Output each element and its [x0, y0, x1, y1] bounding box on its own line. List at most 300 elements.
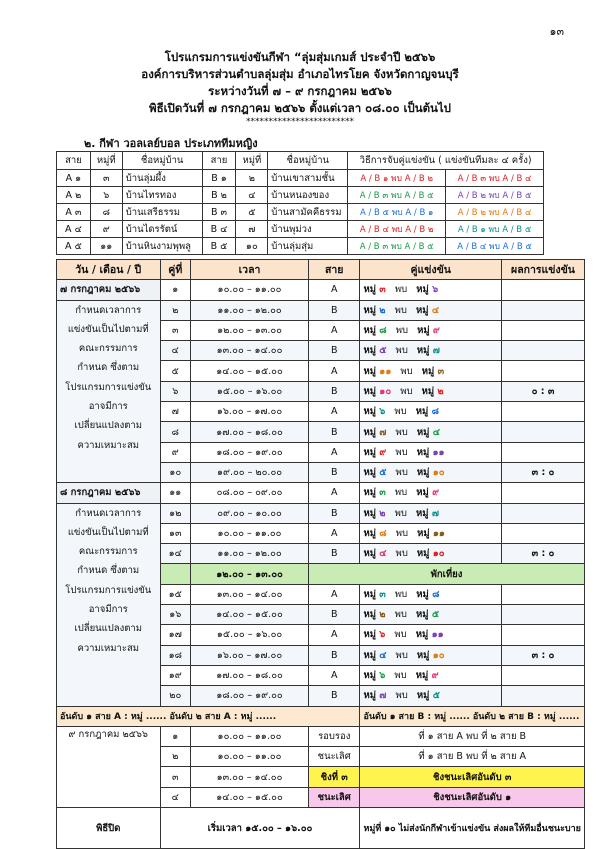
moo-label: หมู่: [421, 385, 438, 397]
pairing-round-1: A / B ๓ พบ A / B ๕: [348, 238, 446, 255]
match-pair: [360, 686, 502, 706]
match-result: [502, 341, 585, 361]
closing-time: เริ่มเวลา ๑๕.๐๐ – ๑๖.๐๐: [160, 808, 360, 849]
moo-label: หมู่: [363, 507, 380, 519]
moo-label: หมู่: [363, 304, 380, 316]
match-row: [57, 300, 585, 320]
match-pair: [360, 442, 502, 462]
th-pair: คู่ที่: [160, 260, 191, 280]
final-row: [57, 726, 585, 746]
th-moo-b: หมู่ที่: [236, 152, 268, 170]
moo-label: หมู่: [416, 467, 433, 479]
pairing-round-1: A / B ๑ พบ A / B ๒: [348, 170, 446, 187]
match-number: ๑๕: [160, 584, 191, 604]
group-b-label: B ๒: [202, 187, 236, 204]
match-time: ๑๖.๐๐ – ๑๗.๐๐: [191, 645, 309, 665]
team-away: ๕: [432, 690, 440, 702]
match-row: [57, 280, 585, 300]
match-time: ๑๔.๐๐ – ๑๕.๐๐: [191, 605, 309, 625]
team-away: ๘: [432, 588, 440, 600]
team-home: ๓: [379, 588, 386, 600]
group-a-village: บ้านลุ่มผึ้ง: [122, 170, 202, 187]
moo-label: หมู่: [416, 649, 433, 661]
th-line: สาย: [308, 260, 359, 280]
match-result: [502, 605, 585, 625]
note-line: เปลี่ยนแปลงตาม: [74, 420, 143, 432]
moo-label: หมู่: [416, 690, 433, 702]
match-number: ๑๙: [160, 665, 191, 685]
match-line: B: [308, 462, 359, 482]
pairing-round-2: A / B ๒ พบ A / B ๔: [446, 204, 544, 221]
match-number: ๑๖: [160, 605, 191, 625]
group-b-village: บ้านพุม่วง: [268, 221, 348, 238]
group-b-village: บ้านลุ่มสุ่ม: [268, 238, 348, 255]
final-time: ๑๓.๐๐ – ๑๔.๐๐: [191, 767, 309, 787]
match-result: [502, 584, 585, 604]
final-desc: ชิงชนะเลิศอันดับ ๓: [360, 767, 585, 787]
moo-label: หมู่: [363, 487, 380, 499]
group-a-village: บ้านหินงามพุพลู: [122, 238, 202, 255]
team-home: ๕: [379, 345, 387, 357]
match-pair: [360, 361, 502, 381]
note-line: กำหนดเวลาการ: [75, 507, 142, 519]
match-pair: [360, 665, 502, 685]
group-b-moo: ๗: [236, 221, 268, 238]
moo-label: หมู่: [363, 325, 380, 337]
th-moo-a: หมู่ที่: [90, 152, 122, 170]
note-line: ความเหมาะสม: [77, 642, 140, 654]
th-result: ผลการแข่งขัน: [502, 260, 585, 280]
closing-row: [57, 808, 585, 849]
match-result: [502, 503, 585, 523]
vs-label: พบ: [386, 426, 417, 438]
match-pair: [360, 422, 502, 442]
group-b-moo: ๔: [236, 187, 268, 204]
moo-label: หมู่: [415, 507, 432, 519]
ranking-line-b: อันดับ ๑ สาย B : หมู่ ...... อันดับ ๒ สาย B : หมู่ ......: [360, 706, 585, 726]
match-line: A: [308, 523, 359, 543]
group-b-moo: ๑๐: [236, 238, 268, 255]
group-b-label: B ๓: [202, 204, 236, 221]
match-pair: [360, 503, 502, 523]
match-time: ๑๒.๐๐ – ๑๓.๐๐: [191, 320, 309, 340]
note-line: แข่งขันเป็นไปตามที่: [67, 323, 149, 335]
moo-label: หมู่: [363, 406, 380, 418]
moo-label: หมู่: [416, 548, 433, 560]
match-result: ๓ : ๐: [502, 462, 585, 482]
th-line-a: สาย: [57, 152, 91, 170]
match-number: ๙: [160, 442, 191, 462]
match-number: ๑๒: [160, 503, 191, 523]
match-time: ๑๘.๐๐ – ๑๙.๐๐: [191, 686, 309, 706]
vs-label: พบ: [391, 365, 422, 377]
final-desc: ชิงชนะเลิศอันดับ ๑: [360, 787, 585, 807]
note-line: อาจมีการ: [88, 401, 128, 413]
match-number: ๖: [160, 381, 191, 401]
final-number: ๒: [160, 747, 191, 767]
match-time: ๑๓.๐๐ – ๑๔.๐๐: [191, 341, 309, 361]
note-line: โปรแกรมการแข่งขัน: [65, 584, 152, 596]
match-pair: [360, 625, 502, 645]
team-away: ๔: [432, 426, 440, 438]
vs-label: พบ: [385, 406, 416, 418]
match-result: [502, 686, 585, 706]
team-away: ๑๑: [431, 629, 444, 641]
moo-label: หมู่: [417, 325, 433, 337]
vs-label: พบ: [385, 284, 417, 296]
match-pair: [360, 341, 502, 361]
match-pair: [360, 584, 502, 604]
ranking-line-a: อันดับ ๑ สาย A : หมู่ ...... อันดับ ๒ สาย A : หมู่ ......: [57, 706, 360, 726]
note-line: เปลี่ยนแปลงตาม: [74, 623, 143, 635]
moo-label: หมู่: [363, 528, 380, 539]
match-line: B: [308, 686, 359, 706]
match-result: ๓ : ๐: [502, 645, 585, 665]
team-home: ๖: [379, 629, 386, 641]
match-result: [502, 483, 585, 503]
match-line: A: [308, 320, 359, 340]
moo-label: หมู่: [363, 690, 380, 702]
match-pair: [360, 483, 502, 503]
th-line-b: สาย: [202, 152, 236, 170]
group-a-village: บ้านไทรทอง: [122, 187, 202, 204]
team-home: ๘: [379, 325, 387, 337]
match-date: ๘ กรกฎาคม ๒๕๖๖: [57, 483, 161, 503]
team-away: ๙: [432, 487, 440, 499]
match-time: ๑๓.๐๐ – ๑๔.๐๐: [191, 584, 309, 604]
vs-label: พบ: [391, 385, 422, 397]
final-kind: ชนะเลิศ: [308, 787, 359, 807]
moo-label: หมู่: [363, 588, 380, 600]
moo-label: หมู่: [416, 426, 433, 438]
team-away: ๑๑: [432, 446, 445, 458]
team-away: ๓: [437, 365, 445, 377]
ranking-row: [57, 706, 585, 726]
match-line: A: [308, 584, 359, 604]
match-line: A: [308, 280, 359, 300]
team-home: ๑๐: [379, 385, 392, 397]
match-number: ๒: [160, 300, 191, 320]
team-away: ๗: [432, 345, 440, 357]
th-time: เวลา: [191, 260, 309, 280]
match-number: ๑: [160, 280, 191, 300]
final-desc: ที่ ๑ สาย A พบ ที่ ๒ สาย B: [360, 726, 585, 746]
header-line-2: องค์การบริหารส่วนตำบลลุ่มสุ่ม อำเภอไทรโยค จังหวัดกาญจนบุรี: [141, 67, 459, 81]
moo-label: หมู่: [421, 365, 438, 377]
match-number: ๑๘: [160, 645, 191, 665]
moo-label: หมู่: [415, 670, 432, 682]
pairing-round-1: A / B ๕ พบ A / B ๑: [348, 204, 446, 221]
moo-label: หมู่: [415, 304, 432, 316]
match-result: [502, 422, 585, 442]
lunch-time: ๑๒.๐๐ – ๑๓.๐๐: [191, 564, 309, 584]
match-pair: [360, 402, 502, 422]
group-b-label: B ๕: [202, 238, 236, 255]
moo-label: หมู่: [363, 649, 380, 661]
group-a-moo: ๓: [90, 170, 122, 187]
match-line: B: [308, 605, 359, 625]
match-pair: [360, 381, 502, 401]
final-time: ๑๐.๐๐ – ๑๑.๐๐: [191, 726, 309, 746]
team-home: ๔: [379, 649, 387, 661]
final-time: ๑๔.๐๐ – ๑๕.๐๐: [191, 787, 309, 807]
note-line: คณะกรรมการ: [78, 343, 138, 355]
match-line: A: [308, 625, 359, 645]
match-result: [502, 665, 585, 685]
team-away: ๑๐: [432, 649, 445, 661]
match-time: ๐๙.๐๐ – ๑๐.๐๐: [191, 503, 309, 523]
group-a-label: A ๒: [57, 187, 91, 204]
group-row: [57, 221, 544, 238]
match-time: ๑๕.๐๐ – ๑๖.๐๐: [191, 381, 309, 401]
match-time: ๑๖.๐๐ – ๑๗.๐๐: [191, 402, 309, 422]
match-time: ๑๗.๐๐ – ๑๘.๐๐: [191, 665, 309, 685]
final-number: ๑: [160, 726, 191, 746]
header-line-3: ระหว่างวันที่ ๗ – ๙ กรกฎาคม ๒๕๖๖: [208, 84, 392, 98]
match-row: [57, 483, 585, 503]
vs-label: พบ: [386, 528, 418, 539]
team-home: ๙: [379, 446, 387, 458]
page-number: ๑๓: [549, 25, 564, 38]
match-pair: [360, 605, 502, 625]
final-kind: รอบรอง: [308, 726, 359, 746]
match-time: ๑๐.๐๐ – ๑๑.๐๐: [191, 523, 309, 543]
match-time: ๑๔.๐๐ – ๑๕.๐๐: [191, 361, 309, 381]
schedule-table: [56, 259, 585, 849]
moo-label: หมู่: [363, 345, 380, 357]
moo-label: หมู่: [416, 284, 433, 296]
team-away: ๒: [437, 385, 444, 397]
final-kind: ชนะเลิศ: [308, 747, 359, 767]
note-line: กำหนด ซึ่งตาม: [77, 362, 140, 374]
match-pair: [360, 544, 502, 564]
match-number: ๑๓: [160, 523, 191, 543]
match-pair: [360, 523, 502, 543]
match-line: B: [308, 300, 359, 320]
header-line-4: พิธีเปิดวันที่ ๗ กรกฎาคม ๒๕๖๖ ตั้งแต่เวลา ๐๘.๐๐ เป็นต้นไป: [149, 101, 451, 115]
match-result: [502, 402, 585, 422]
match-number: ๑๐: [160, 462, 191, 482]
team-home: ๗: [379, 426, 387, 438]
match-pair: [360, 280, 502, 300]
match-line: A: [308, 483, 359, 503]
team-away: ๑๐: [432, 548, 445, 560]
lunch-label: พักเที่ยง: [308, 564, 584, 584]
match-line: B: [308, 645, 359, 665]
lunch-pair: [160, 564, 191, 584]
team-home: ๕: [379, 467, 387, 479]
vs-label: พบ: [385, 487, 417, 499]
note-line: คณะกรรมการ: [78, 546, 138, 558]
note-line: โปรแกรมการแข่งขัน: [65, 381, 152, 393]
team-home: ๑๑: [379, 365, 392, 377]
pairing-round-2: A / B ๒ พบ A / B ๕: [446, 187, 544, 204]
final-date: ๙ กรกฎาคม ๒๕๖๖: [57, 726, 161, 807]
group-b-moo: ๒: [236, 170, 268, 187]
group-a-moo: ๙: [90, 221, 122, 238]
final-desc: ที่ ๑ สาย B พบ ที่ ๒ สาย A: [360, 747, 585, 767]
moo-label: หมู่: [416, 446, 433, 458]
match-result: ๐ : ๓: [502, 381, 585, 401]
group-row: [57, 187, 544, 204]
moo-label: หมู่: [416, 588, 433, 600]
moo-label: หมู่: [363, 365, 380, 377]
moo-label: หมู่: [363, 467, 380, 479]
match-result: [502, 320, 585, 340]
team-away: ๕: [431, 609, 440, 621]
note-line: แข่งขันเป็นไปตามที่: [67, 526, 149, 538]
vs-label: พบ: [385, 670, 416, 682]
match-row: [57, 503, 585, 523]
match-number: ๑๔: [160, 544, 191, 564]
pairing-round-2: A / B ๔ พบ A / B ๕: [446, 238, 544, 255]
team-home: ๒: [379, 304, 386, 316]
match-pair: [360, 462, 502, 482]
match-date: ๗ กรกฎาคม ๒๕๖๖: [57, 280, 161, 300]
group-a-village: บ้านไดรรัตน์: [122, 221, 202, 238]
group-row: [57, 170, 544, 187]
team-away: ๘: [431, 406, 439, 418]
group-b-village: บ้านเขาสามชั้น: [268, 170, 348, 187]
vs-label: พบ: [385, 609, 416, 621]
group-b-moo: ๕: [236, 204, 268, 221]
match-number: ๔: [160, 341, 191, 361]
match-line: B: [308, 422, 359, 442]
match-result: [502, 442, 585, 462]
vs-label: พบ: [385, 304, 416, 316]
vs-label: พบ: [386, 690, 417, 702]
header-stars: ************************: [246, 117, 354, 127]
vs-label: พบ: [386, 446, 417, 458]
match-result: [502, 361, 585, 381]
match-number: ๓: [160, 320, 191, 340]
schedule-note: [57, 300, 161, 483]
group-b-village: บ้านหนองของ: [268, 187, 348, 204]
group-a-label: A ๓: [57, 204, 91, 221]
team-home: ๗: [379, 690, 387, 702]
team-home: ๓: [379, 487, 386, 499]
moo-label: หมู่: [363, 385, 380, 397]
team-away: ๔: [431, 304, 440, 316]
pairing-round-2: A / B ๓ พบ A / B ๔: [446, 170, 544, 187]
final-number: ๔: [160, 787, 191, 807]
match-line: B: [308, 544, 359, 564]
final-number: ๓: [160, 767, 191, 787]
final-time: ๑๐.๐๐ – ๑๑.๐๐: [191, 747, 309, 767]
team-away: ๖: [432, 284, 439, 296]
vs-label: พบ: [385, 588, 417, 600]
match-number: ๗: [160, 402, 191, 422]
group-b-label: B ๑: [202, 170, 236, 187]
match-result: [502, 300, 585, 320]
match-pair: [360, 300, 502, 320]
match-line: A: [308, 402, 359, 422]
match-time: ๐๘.๐๐ – ๐๙.๐๐: [191, 483, 309, 503]
match-result: [502, 625, 585, 645]
moo-label: หมู่: [363, 548, 380, 560]
moo-label: หมู่: [416, 345, 433, 357]
match-time: ๑๑.๐๐ – ๑๒.๐๐: [191, 300, 309, 320]
moo-label: หมู่: [415, 406, 432, 418]
note-line: กำหนด ซึ่งตาม: [77, 565, 140, 577]
groups-table: [56, 151, 544, 255]
group-row: [57, 238, 544, 255]
group-a-label: A ๑: [57, 170, 91, 187]
th-village-b: ชื่อหมู่บ้าน: [268, 152, 348, 170]
group-a-moo: ๘: [90, 204, 122, 221]
moo-label: หมู่: [363, 629, 380, 641]
match-pair: [360, 645, 502, 665]
team-away: ๑๐: [432, 467, 445, 479]
match-number: ๒๐: [160, 686, 191, 706]
vs-label: พบ: [386, 345, 417, 357]
moo-label: หมู่: [363, 284, 380, 296]
match-line: A: [308, 665, 359, 685]
group-a-label: A ๔: [57, 221, 91, 238]
match-time: ๑๑.๐๐ – ๑๒.๐๐: [191, 544, 309, 564]
team-home: ๒: [379, 609, 386, 621]
vs-label: พบ: [386, 325, 418, 337]
match-number: ๘: [160, 422, 191, 442]
vs-label: พบ: [385, 507, 416, 519]
team-away: ๙: [432, 325, 440, 337]
th-match: คู่แข่งขัน: [360, 260, 502, 280]
section-title: ๒. กีฬา วอลเลย์บอล ประเภททีมหญิง: [84, 137, 258, 150]
match-pair: [360, 320, 502, 340]
team-home: ๘: [379, 528, 387, 539]
group-a-moo: ๑๑: [90, 238, 122, 255]
th-pairing: วิธีการจับคู่แข่งขัน ( แข่งขันทีมละ ๔ ครั้ง): [348, 152, 544, 170]
th-village-a: ชื่อหมู่บ้าน: [122, 152, 202, 170]
moo-label: หมู่: [363, 446, 380, 458]
schedule-note: [57, 503, 161, 706]
match-time: ๑๗.๐๐ – ๑๘.๐๐: [191, 422, 309, 442]
match-result: [502, 523, 585, 543]
group-b-village: บ้านสามัคคีธรรม: [268, 204, 348, 221]
team-home: ๒: [379, 507, 386, 519]
moo-label: หมู่: [363, 609, 380, 621]
team-home: ๔: [379, 548, 387, 560]
match-line: B: [308, 341, 359, 361]
closing-label: พิธีปิด: [57, 808, 161, 849]
team-away: ๗: [431, 507, 439, 519]
match-time: ๑๐.๐๐ – ๑๑.๐๐: [191, 280, 309, 300]
match-number: ๑๗: [160, 625, 191, 645]
team-away: ๙: [431, 670, 439, 682]
moo-label: หมู่: [363, 426, 380, 438]
group-a-village: บ้านเสรีธรรม: [122, 204, 202, 221]
team-home: ๖: [379, 406, 386, 418]
match-result: [502, 280, 585, 300]
group-b-label: B ๔: [202, 221, 236, 238]
team-home: ๖: [379, 670, 386, 682]
moo-label: หมู่: [417, 528, 433, 539]
match-time: ๑๘.๐๐ – ๑๙.๐๐: [191, 442, 309, 462]
pairing-round-1: A / B ๓ พบ A / B ๕: [348, 187, 446, 204]
note-line: กำหนดเวลาการ: [75, 304, 142, 316]
match-line: B: [308, 503, 359, 523]
header-line-1: โปรแกรมการแข่งขันกีฬา “ลุ่มสุ่มเกมส์ ประจำปี ๒๕๖๖: [164, 50, 436, 64]
vs-label: พบ: [386, 467, 417, 479]
moo-label: หมู่: [415, 629, 432, 641]
team-away: ๑๑: [432, 528, 445, 539]
match-time: ๑๕.๐๐ – ๑๖.๐๐: [191, 625, 309, 645]
group-a-moo: ๖: [90, 187, 122, 204]
match-line: B: [308, 381, 359, 401]
match-line: A: [308, 361, 359, 381]
group-row: [57, 204, 544, 221]
moo-label: หมู่: [415, 609, 432, 621]
